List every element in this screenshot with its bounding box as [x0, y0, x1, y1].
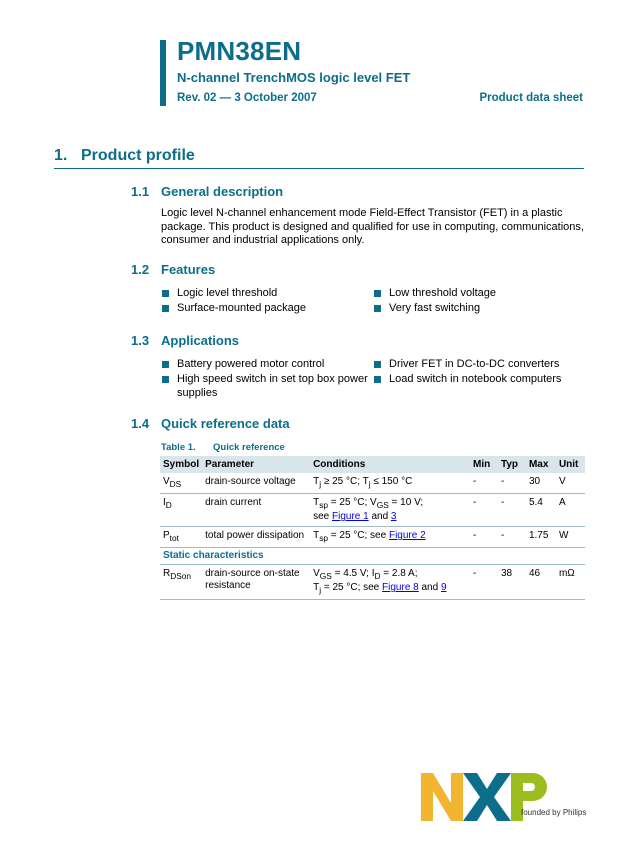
table-header-row [160, 456, 585, 473]
applications-list-right [373, 358, 585, 388]
quick-reference-table [160, 456, 585, 600]
parameter-cell: drain current [202, 494, 310, 527]
section-1-heading: 1. Product profile [54, 147, 195, 164]
symbol-cell: $I_D$ [160, 494, 202, 527]
max-cell: 30 [526, 473, 556, 494]
column-header: Max [526, 456, 556, 473]
table-row [160, 494, 585, 527]
column-header: Typ [498, 456, 526, 473]
parameter-cell: total power dissipation [202, 527, 310, 548]
bullet-icon [374, 305, 381, 312]
symbol-cell: $V_{DS}$ [160, 473, 202, 494]
typ-cell: - [498, 473, 526, 494]
symbol-cell: $R_{DSon}$ [160, 565, 202, 600]
max-cell: 1.75 [526, 527, 556, 548]
unit-cell: V [556, 473, 585, 494]
figure-8-link[interactable]: Figure 8 [382, 582, 419, 593]
quick-reference-heading: 1.4 Quick reference data [131, 416, 290, 431]
conditions-cell: $T_j \ge 25$ °C; $T_j \le 150$ °C [310, 473, 470, 494]
bullet-icon [162, 290, 169, 297]
max-cell: 46 [526, 565, 556, 600]
product-subtitle: N-channel TrenchMOS logic level FET [177, 70, 411, 85]
list-item: Surface-mounted package [161, 302, 371, 316]
applications-heading: 1.3 Applications [131, 333, 240, 348]
revision-date: Rev. 02 — 3 October 2007 [177, 92, 317, 104]
min-cell: - [470, 494, 498, 527]
min-cell: - [470, 565, 498, 600]
unit-cell: A [556, 494, 585, 527]
column-header: Symbol [160, 456, 202, 473]
min-cell: - [470, 473, 498, 494]
typ-cell: - [498, 527, 526, 548]
logo-tagline: founded by Philips [521, 808, 587, 817]
product-title: PMN38EN [177, 36, 302, 66]
list-item: Driver FET in DC-to-DC converters [373, 358, 585, 372]
list-item: Battery powered motor control [161, 358, 371, 372]
list-item: High speed switch in set top box power supplies [161, 373, 371, 400]
bullet-icon [162, 361, 169, 368]
list-item: Load switch in notebook computers [373, 373, 585, 387]
min-cell: - [470, 527, 498, 548]
features-heading: 1.2 Features [131, 262, 216, 277]
table-caption: Table 1. Quick reference [161, 442, 285, 453]
list-item: Logic level threshold [161, 287, 371, 301]
table-row [160, 473, 585, 494]
figure-1-link[interactable]: Figure 1 [331, 511, 369, 522]
list-item: Very fast switching [373, 302, 583, 316]
static-characteristics-label: Static characteristics [160, 548, 585, 565]
bullet-icon [374, 361, 381, 368]
max-cell: 5.4 [526, 494, 556, 527]
symbol-cell: $P_{tot}$ [160, 527, 202, 548]
typ-cell: - [498, 494, 526, 527]
column-header: Conditions [310, 456, 470, 473]
parameter-cell: drain-source on-state resistance [202, 565, 310, 600]
table-row [160, 527, 585, 548]
conditions-cell: $T_{sp} = 25$ °C; see Figure 2 [310, 527, 470, 548]
header-accent-bar [160, 40, 166, 106]
column-header: Parameter [202, 456, 310, 473]
general-description-heading: 1.1 General description [131, 184, 284, 199]
typ-cell: 38 [498, 565, 526, 600]
figure-9-link[interactable]: 9 [440, 582, 447, 593]
column-header: Unit [556, 456, 585, 473]
figure-2-link[interactable]: Figure 2 [388, 530, 426, 541]
logo-x-shape [463, 773, 511, 821]
features-list-left [161, 287, 371, 317]
column-header: Min [470, 456, 498, 473]
bullet-icon [162, 376, 169, 383]
table-row [160, 565, 585, 600]
document-type: Product data sheet [479, 92, 583, 104]
bullet-icon [374, 376, 381, 383]
conditions-cell: $T_{sp} = 25$ °C; $V_{GS} = 10$ V; see Figure 1 and 3 [310, 494, 470, 527]
bullet-icon [374, 290, 381, 297]
section-1-rule [54, 168, 584, 169]
parameter-cell: drain-source voltage [202, 473, 310, 494]
logo-n-shape [421, 773, 463, 821]
unit-cell: mΩ [556, 565, 585, 600]
list-item: Low threshold voltage [373, 287, 583, 301]
table-subheader-row [160, 548, 585, 565]
bullet-icon [162, 305, 169, 312]
features-list-right [373, 287, 583, 317]
general-description-text: Logic level N-channel enhancement mode Field-Effect Transistor (FET) in a plastic package. This product is designed and qualified for use in computing, communications, consumer and industrial applications only. [161, 207, 584, 246]
conditions-cell: $V_{GS} = 4.5$ V; $I_D = 2.8$ A; $T_j = 25$ °C; see Figure 8 and 9 [310, 565, 470, 600]
figure-3-link[interactable]: 3 [390, 511, 397, 522]
unit-cell: W [556, 527, 585, 548]
nxp-logo-icon [421, 773, 587, 825]
applications-list-left [161, 358, 371, 402]
